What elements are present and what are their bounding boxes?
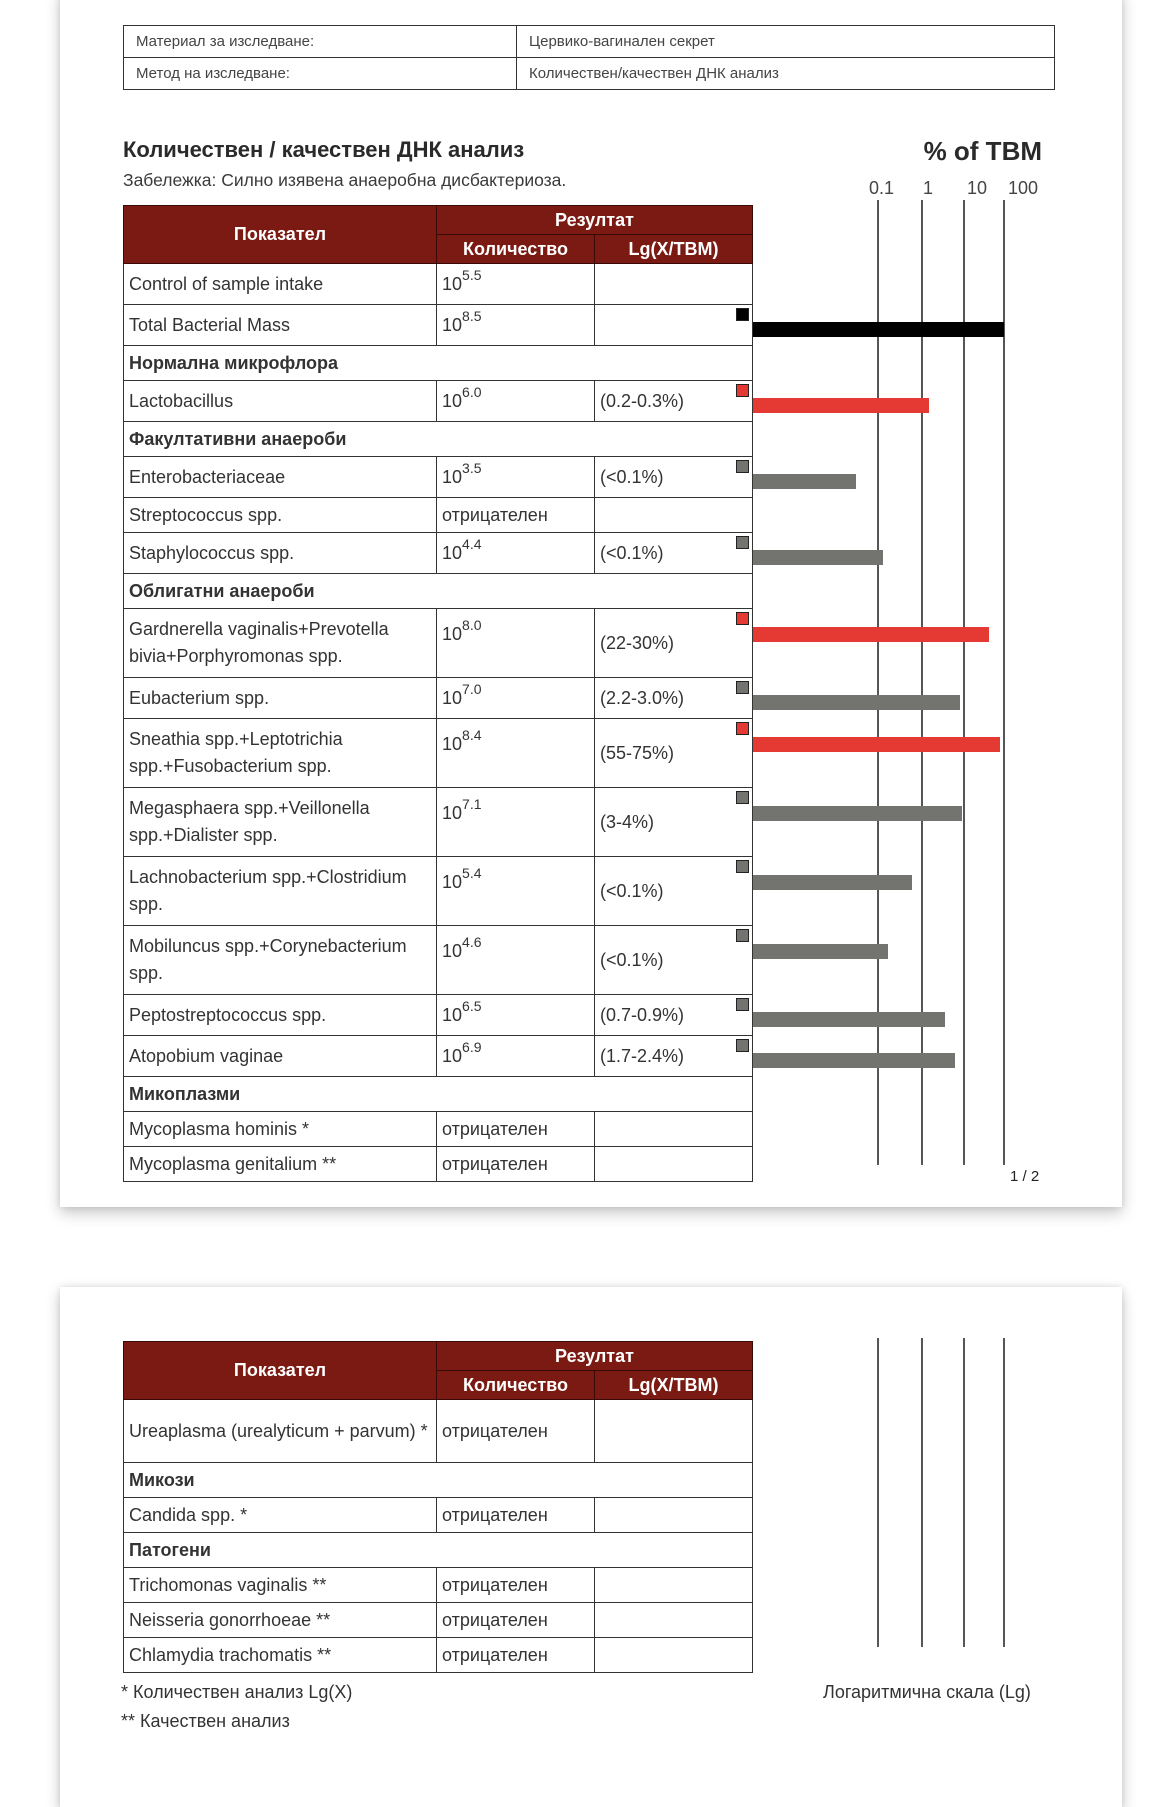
axis-gridline — [963, 200, 965, 1165]
lg-cell — [595, 264, 753, 305]
lg-value: (0.7-0.9%) — [600, 1004, 685, 1025]
section-title: Количествен / качествен ДНК анализ — [123, 137, 525, 162]
header-lg: Lg(X/TBM) — [595, 235, 753, 264]
lg-value: (0.2-0.3%) — [600, 390, 685, 411]
table-row — [124, 1603, 753, 1638]
quantity-cell: отрицателен — [437, 1400, 595, 1463]
section-row — [124, 1463, 753, 1498]
axis-gridline — [1003, 200, 1005, 1165]
quantity-cell: отрицателен — [437, 1112, 595, 1147]
table-row — [124, 457, 753, 498]
chart-title: % of TBM — [923, 136, 1042, 166]
indicator-name: Staphylococcus spp. — [124, 533, 437, 574]
section-row — [124, 574, 753, 609]
section-row — [124, 346, 753, 381]
header-result: Резултат — [437, 1342, 753, 1371]
lg-value: (<0.1%) — [600, 466, 664, 487]
sample-info-table — [123, 25, 1055, 90]
section-row — [124, 1533, 753, 1568]
section-heading: Нормална микрофлора — [124, 346, 753, 381]
section-heading: Патогени — [124, 1533, 753, 1568]
indicator-name: Candida spp. * — [124, 1498, 437, 1533]
lg-cell — [595, 305, 753, 346]
chart-bar — [753, 806, 962, 821]
quantity-cell — [437, 533, 595, 574]
quantity-cell — [437, 264, 595, 305]
table-row — [124, 1498, 753, 1533]
section-heading: Облигатни анаероби — [124, 574, 753, 609]
lg-cell — [595, 609, 753, 678]
quantity-cell — [437, 381, 595, 422]
note-text: Забележка: Силно изявена анаеробна дисбактериоза. — [123, 170, 567, 190]
quantity-exponent: 8.0 — [462, 617, 482, 633]
quantity-exponent: 4.4 — [462, 536, 482, 552]
indicator-name: Chlamydia trachomatis ** — [124, 1638, 437, 1673]
chart-bar — [753, 1012, 945, 1027]
table-row — [124, 1147, 753, 1182]
legend-marker-icon — [736, 998, 749, 1011]
chart-bar — [753, 695, 960, 710]
table-row — [124, 857, 753, 926]
quantity-exponent: 3.5 — [462, 460, 482, 476]
chart-bar — [753, 474, 856, 489]
axis-tick-0.1: 0.1 — [869, 178, 895, 198]
section-heading: Факултативни анаероби — [124, 422, 753, 457]
quantity-exponent: 8.4 — [462, 727, 482, 743]
info-label: Материал за изследване: — [124, 26, 517, 58]
table-row — [124, 995, 753, 1036]
quantity-base: 10 — [442, 467, 463, 487]
axis-gridline — [877, 1338, 879, 1647]
indicator-name: Neisseria gonorrhoeae ** — [124, 1603, 437, 1638]
table-row — [124, 788, 753, 857]
lg-cell — [595, 1112, 753, 1147]
table-row — [124, 1036, 753, 1077]
chart-bar — [753, 737, 1000, 752]
quantity-cell — [437, 305, 595, 346]
lg-value: (1.7-2.4%) — [600, 1045, 685, 1066]
report-page-1 — [60, 0, 1122, 1207]
footnote-qualitative: ** Качествен анализ — [121, 1711, 290, 1731]
quantity-exponent: 7.0 — [462, 681, 482, 697]
quantity-cell — [437, 609, 595, 678]
indicator-name: Control of sample intake — [124, 264, 437, 305]
header-quantity: Количество — [437, 1371, 595, 1400]
quantity-cell — [437, 788, 595, 857]
lg-cell — [595, 457, 753, 498]
table-row — [124, 1400, 753, 1463]
info-value: Количествен/качествен ДНК анализ — [517, 58, 1055, 90]
lg-cell — [595, 533, 753, 574]
quantity-base: 10 — [442, 872, 463, 892]
indicator-name: Sneathia spp.+Leptotrichia spp.+Fusobacterium spp. — [124, 719, 437, 788]
quantity-cell: отрицателен — [437, 498, 595, 533]
section-row — [124, 422, 753, 457]
quantity-cell — [437, 995, 595, 1036]
chart-bar — [753, 875, 912, 890]
results-table — [123, 205, 753, 1182]
header-lg: Lg(X/TBM) — [595, 1371, 753, 1400]
lg-value: (55-75%) — [600, 742, 675, 763]
table-row — [124, 533, 753, 574]
table-row — [124, 719, 753, 788]
quantity-base: 10 — [442, 1046, 463, 1066]
quantity-base: 10 — [442, 941, 463, 961]
legend-marker-icon — [736, 612, 749, 625]
quantity-cell: отрицателен — [437, 1603, 595, 1638]
footnote-quantitative: * Количествен анализ Lg(X) — [121, 1682, 353, 1702]
quantity-cell: отрицателен — [437, 1498, 595, 1533]
table-row — [124, 1568, 753, 1603]
header-quantity: Количество — [437, 235, 595, 264]
lg-cell — [595, 719, 753, 788]
axis-tick-1: 1 — [923, 178, 934, 198]
lg-cell — [595, 381, 753, 422]
chart-bar — [753, 550, 883, 565]
quantity-exponent: 6.5 — [462, 998, 482, 1014]
table-row — [124, 609, 753, 678]
lg-cell — [595, 678, 753, 719]
lg-cell — [595, 498, 753, 533]
quantity-cell: отрицателен — [437, 1147, 595, 1182]
quantity-exponent: 5.4 — [462, 865, 482, 881]
legend-marker-icon — [736, 791, 749, 804]
quantity-cell: отрицателен — [437, 1568, 595, 1603]
lg-value: (22-30%) — [600, 632, 675, 653]
indicator-name: Megasphaera spp.+Veillonella spp.+Dialister spp. — [124, 788, 437, 857]
chart-bar — [753, 322, 1004, 337]
indicator-name: Mycoplasma genitalium ** — [124, 1147, 437, 1182]
chart-bar — [753, 1053, 955, 1068]
log-scale-label: Логаритмична скала (Lg) — [823, 1682, 1031, 1702]
table-row — [124, 678, 753, 719]
header-result: Резултат — [437, 206, 753, 235]
lg-value: (2.2-3.0%) — [600, 687, 685, 708]
table-row — [124, 926, 753, 995]
legend-marker-icon — [736, 1039, 749, 1052]
axis-gridline — [921, 1338, 923, 1647]
quantity-base: 10 — [442, 803, 463, 823]
quantity-cell: отрицателен — [437, 1638, 595, 1673]
lg-value: (<0.1%) — [600, 542, 664, 563]
legend-marker-icon — [736, 860, 749, 873]
chart-bar — [753, 398, 929, 413]
lg-cell — [595, 857, 753, 926]
indicator-name: Eubacterium spp. — [124, 678, 437, 719]
lg-value: (3-4%) — [600, 811, 655, 832]
quantity-cell — [437, 857, 595, 926]
lg-cell — [595, 1147, 753, 1182]
legend-marker-icon — [736, 722, 749, 735]
lg-value: (<0.1%) — [600, 880, 664, 901]
legend-marker-icon — [736, 536, 749, 549]
info-label: Метод на изследване: — [124, 58, 517, 90]
lg-cell — [595, 1498, 753, 1533]
quantity-exponent: 6.9 — [462, 1039, 482, 1055]
quantity-exponent: 4.6 — [462, 934, 482, 950]
quantity-cell — [437, 457, 595, 498]
quantity-cell — [437, 678, 595, 719]
quantity-base: 10 — [442, 543, 463, 563]
axis-gridline — [1003, 1338, 1005, 1647]
quantity-base: 10 — [442, 315, 463, 335]
quantity-exponent: 5.5 — [462, 267, 482, 283]
legend-marker-icon — [736, 308, 749, 321]
indicator-name: Lachnobacterium spp.+Clostridium spp. — [124, 857, 437, 926]
indicator-name: Trichomonas vaginalis ** — [124, 1568, 437, 1603]
legend-marker-icon — [736, 929, 749, 942]
lg-cell — [595, 995, 753, 1036]
quantity-cell — [437, 719, 595, 788]
indicator-name: Mycoplasma hominis * — [124, 1112, 437, 1147]
section-row — [124, 1077, 753, 1112]
axis-tick-100: 100 — [1008, 178, 1039, 198]
info-value: Цервико-вагинален секрет — [517, 26, 1055, 58]
lg-cell — [595, 1036, 753, 1077]
lg-cell — [595, 1603, 753, 1638]
chart-bar — [753, 944, 888, 959]
indicator-name: Atopobium vaginae — [124, 1036, 437, 1077]
results-table-continued — [123, 1341, 753, 1673]
table-row — [124, 264, 753, 305]
lg-value: (<0.1%) — [600, 949, 664, 970]
quantity-exponent: 7.1 — [462, 796, 482, 812]
quantity-base: 10 — [442, 274, 463, 294]
header-indicator: Показател — [124, 206, 437, 264]
header-indicator: Показател — [124, 1342, 437, 1400]
quantity-base: 10 — [442, 1005, 463, 1025]
indicator-name: Lactobacillus — [124, 381, 437, 422]
table-row — [124, 1112, 753, 1147]
axis-gridline — [963, 1338, 965, 1647]
indicator-name: Peptostreptococcus spp. — [124, 995, 437, 1036]
quantity-cell — [437, 1036, 595, 1077]
quantity-exponent: 6.0 — [462, 384, 482, 400]
indicator-name: Gardnerella vaginalis+Prevotella bivia+Porphyromonas spp. — [124, 609, 437, 678]
info-row-material — [124, 26, 1055, 58]
legend-marker-icon — [736, 460, 749, 473]
axis-tick-10: 10 — [967, 178, 988, 198]
indicator-name: Enterobacteriaceae — [124, 457, 437, 498]
indicator-name: Mobiluncus spp.+Corynebacterium spp. — [124, 926, 437, 995]
section-heading: Микоплазми — [124, 1077, 753, 1112]
quantity-cell — [437, 926, 595, 995]
quantity-exponent: 8.5 — [462, 308, 482, 324]
indicator-name: Streptococcus spp. — [124, 498, 437, 533]
quantity-base: 10 — [442, 391, 463, 411]
legend-marker-icon — [736, 681, 749, 694]
section-heading: Микози — [124, 1463, 753, 1498]
quantity-base: 10 — [442, 734, 463, 754]
table-row — [124, 498, 753, 533]
lg-cell — [595, 1400, 753, 1463]
indicator-name: Ureaplasma (urealyticum + parvum) * — [124, 1400, 437, 1463]
lg-cell — [595, 1568, 753, 1603]
report-page-2 — [60, 1287, 1122, 1807]
table-row — [124, 1638, 753, 1673]
lg-cell — [595, 1638, 753, 1673]
info-row-method — [124, 58, 1055, 90]
chart-bar — [753, 627, 989, 642]
indicator-name: Total Bacterial Mass — [124, 305, 437, 346]
lg-cell — [595, 926, 753, 995]
page-number: 1 / 2 — [1010, 1168, 1040, 1185]
table-row — [124, 305, 753, 346]
table-row — [124, 381, 753, 422]
quantity-base: 10 — [442, 688, 463, 708]
legend-marker-icon — [736, 384, 749, 397]
quantity-base: 10 — [442, 624, 463, 644]
lg-cell — [595, 788, 753, 857]
